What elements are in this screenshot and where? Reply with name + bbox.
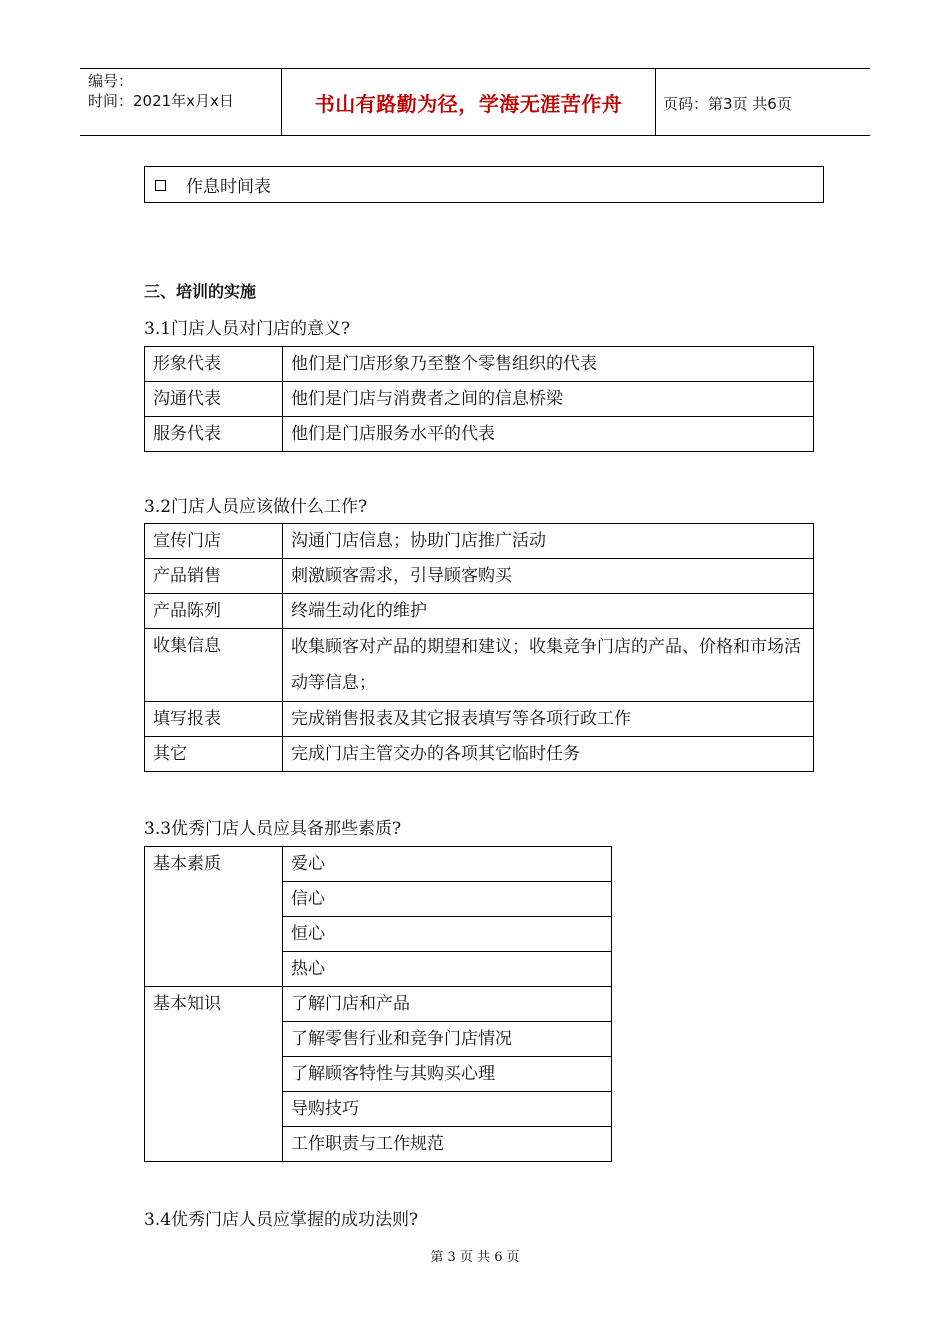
row-value: 收集顾客对产品的期望和建议；收集竞争门店的产品、价格和市场活动等信息； (283, 629, 814, 702)
group-key: 基本知识 (145, 987, 283, 1162)
table-row (145, 524, 814, 559)
q2-table (144, 523, 814, 772)
row-value: 终端生动化的维护 (283, 594, 814, 629)
row-key: 宣传门店 (145, 524, 283, 559)
row-value: 刺激顾客需求，引导顾客购买 (283, 559, 814, 594)
group-item: 导购技巧 (283, 1092, 612, 1127)
table-row (145, 847, 612, 882)
q3-title: 3.3优秀门店人员应具备那些素质? (144, 819, 402, 839)
header-date: 时间：2021年x月x日 (88, 92, 234, 110)
q1-title: 3.1门店人员对门店的意义? (144, 319, 351, 339)
table-row (145, 987, 612, 1022)
q2-title: 3.2门店人员应该做什么工作? (144, 497, 368, 517)
row-key: 产品销售 (145, 559, 283, 594)
header-motto: 书山有路勤为径，学海无涯苦作舟 (314, 92, 623, 116)
table-row (145, 559, 814, 594)
table-row (145, 347, 814, 382)
header-bottom-rule (80, 135, 870, 136)
table-row (145, 629, 814, 702)
schedule-box (144, 166, 824, 203)
row-key: 其它 (145, 737, 283, 772)
group-item: 了解零售行业和竞争门店情况 (283, 1022, 612, 1057)
group-item: 爱心 (283, 847, 612, 882)
header-divider-right (655, 68, 656, 136)
group-item: 信心 (283, 882, 612, 917)
table-row (145, 382, 814, 417)
row-key: 沟通代表 (145, 382, 283, 417)
header-page-info: 页码：第3页 共6页 (663, 95, 792, 113)
group-item: 了解顾客特性与其购买心理 (283, 1057, 612, 1092)
schedule-item-label: 作息时间表 (186, 177, 271, 197)
q1-table (144, 346, 814, 452)
table-row (145, 737, 814, 772)
row-value: 他们是门店与消费者之间的信息桥梁 (283, 382, 814, 417)
table-row (145, 594, 814, 629)
row-key: 形象代表 (145, 347, 283, 382)
table-row (145, 702, 814, 737)
table-row (145, 417, 814, 452)
row-value: 完成销售报表及其它报表填写等各项行政工作 (283, 702, 814, 737)
row-key: 收集信息 (145, 629, 283, 702)
group-item: 热心 (283, 952, 612, 987)
page-footer: 第 3 页 共 6 页 (430, 1250, 520, 1265)
group-item: 工作职责与工作规范 (283, 1127, 612, 1162)
group-item: 恒心 (283, 917, 612, 952)
row-key: 服务代表 (145, 417, 283, 452)
q4-title: 3.4优秀门店人员应掌握的成功法则? (144, 1210, 419, 1230)
checkbox-icon (155, 180, 166, 191)
row-key: 填写报表 (145, 702, 283, 737)
group-item: 了解门店和产品 (283, 987, 612, 1022)
header-serial: 编号： (88, 72, 134, 90)
row-value: 完成门店主管交办的各项其它临时任务 (283, 737, 814, 772)
q3-table (144, 846, 612, 1162)
section-title: 三、培训的实施 (144, 282, 257, 301)
row-key: 产品陈列 (145, 594, 283, 629)
group-key: 基本素质 (145, 847, 283, 987)
row-value: 他们是门店服务水平的代表 (283, 417, 814, 452)
row-value: 他们是门店形象乃至整个零售组织的代表 (283, 347, 814, 382)
header-top-rule (80, 68, 870, 69)
row-value: 沟通门店信息；协助门店推广活动 (283, 524, 814, 559)
